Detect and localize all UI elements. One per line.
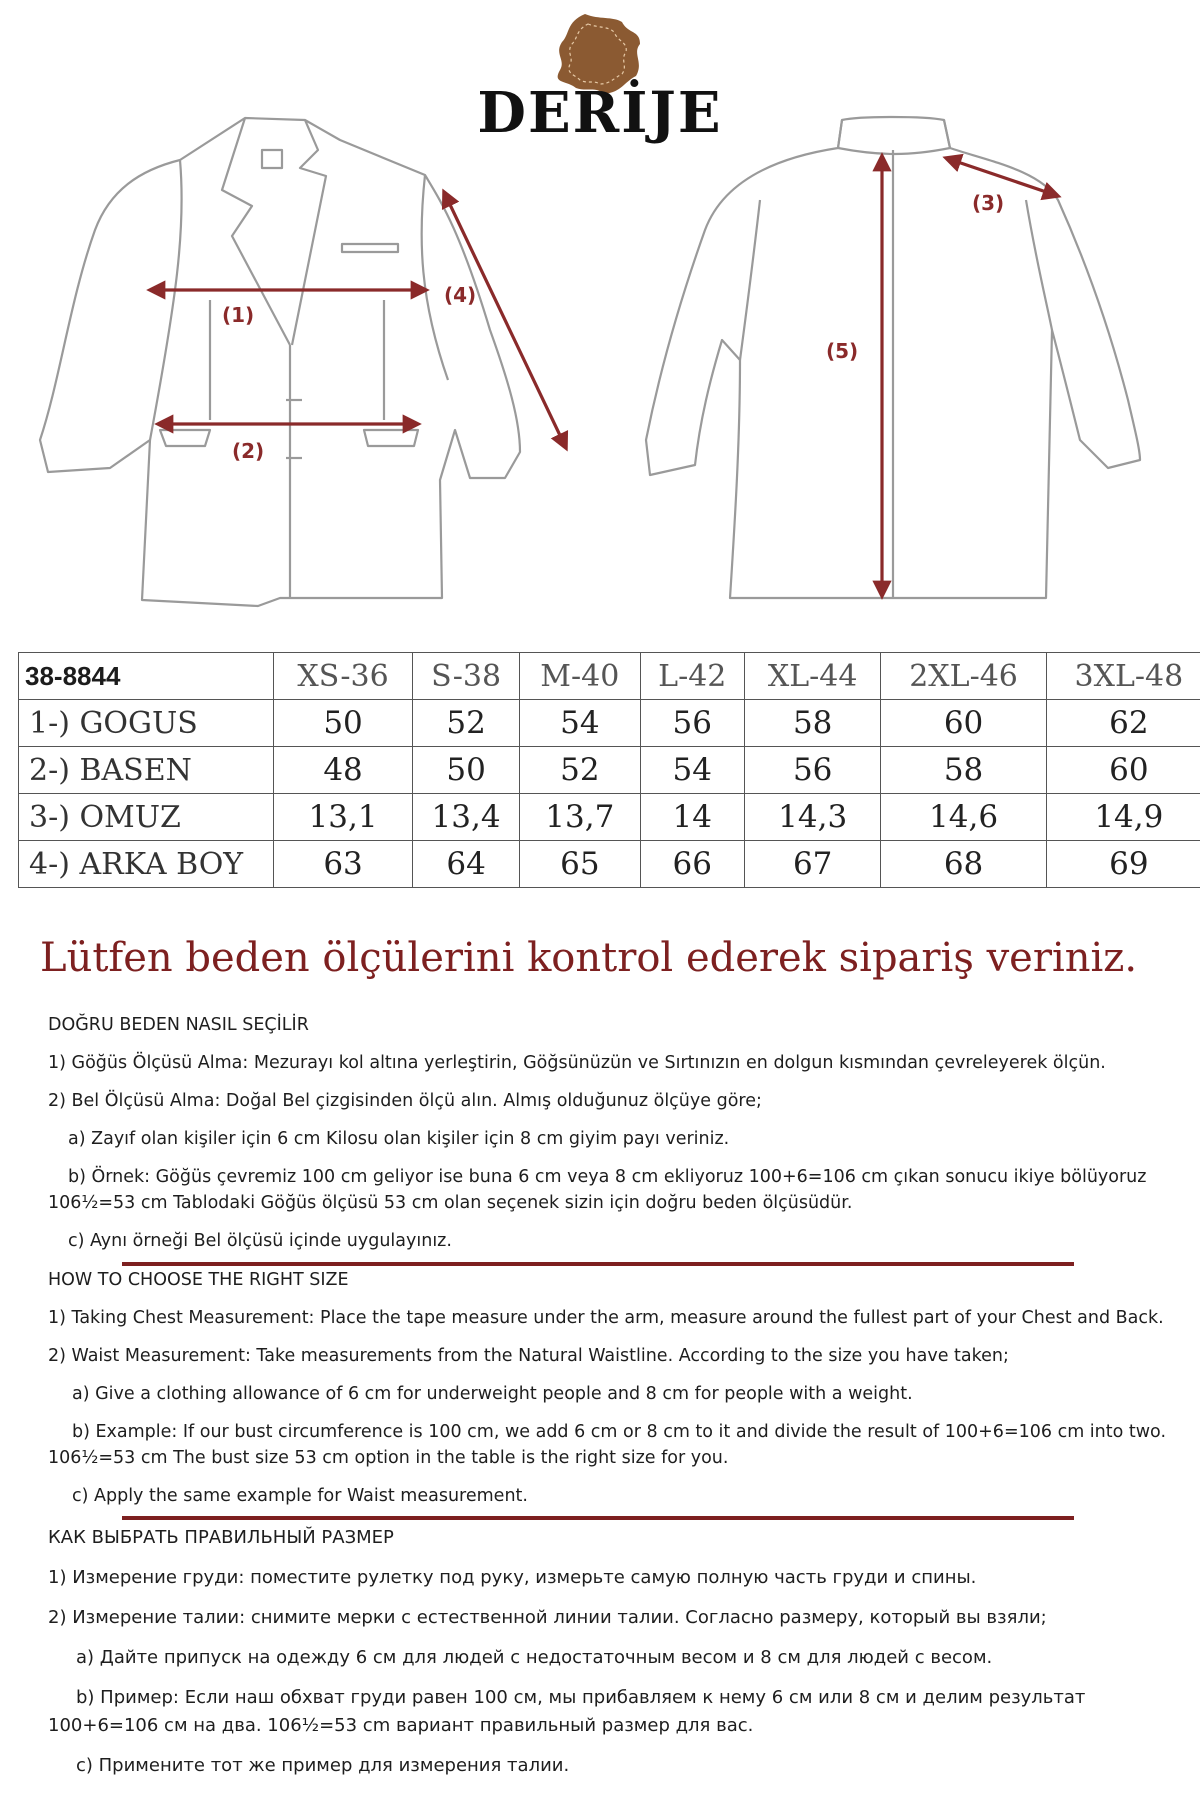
table-row <box>19 794 1200 841</box>
instruction-line: c) Apply the same example for Waist measurement. <box>72 1486 528 1506</box>
instruction-line: a) Give a clothing allowance of 6 cm for underweight people and 8 cm for people with a weight. <box>72 1384 913 1404</box>
table-cell: 56 <box>744 747 881 794</box>
row-label: 4-) ARKA BOY <box>19 841 274 888</box>
table-cell: 54 <box>640 747 744 794</box>
size-table <box>18 652 1200 888</box>
instruction-line: 2) Waist Measurement: Take measurements from the Natural Waistline. According to the size you have taken; <box>48 1346 1009 1366</box>
instruction-line: c) Aynı örneği Bel ölçüsü içinde uygulayınız. <box>68 1231 452 1251</box>
table-row <box>19 747 1200 794</box>
section-ru <box>48 1526 1178 1778</box>
measurement-markers <box>222 191 1004 463</box>
instruction-line: 106½=53 cm Tablodaki Göğüs ölçüsü 53 cm olan seçenek sizin için doğru beden ölçüsüdür. <box>48 1193 853 1213</box>
section-en <box>48 1268 1178 1508</box>
table-cell: 13,1 <box>274 794 413 841</box>
size-header: XS-36 <box>274 653 413 700</box>
product-code: 38-8844 <box>19 653 274 700</box>
table-cell: 65 <box>520 841 641 888</box>
table-cell: 67 <box>744 841 881 888</box>
table-row <box>19 841 1200 888</box>
table-cell: 14,9 <box>1046 794 1200 841</box>
row-label: 2-) BASEN <box>19 747 274 794</box>
table-cell: 52 <box>520 747 641 794</box>
brand-name: DERİJE <box>477 80 723 146</box>
table-cell: 56 <box>640 700 744 747</box>
instruction-line: 1) Измерение груди: поместите рулетку под руку, измерьте самую полную часть груди и спины. <box>48 1567 977 1588</box>
instruction-line: 1) Göğüs Ölçüsü Alma: Mezurayı kol altına yerleştirin, Göğsünüzün ve Sırtınızın en dolgun kısmından çevreleyerek ölçün. <box>48 1053 1106 1073</box>
section-title: DOĞRU BEDEN NASIL SEÇİLİR <box>48 1015 309 1035</box>
table-cell: 66 <box>640 841 744 888</box>
instruction-line: b) Örnek: Göğüs çevremiz 100 cm geliyor ise buna 6 cm veya 8 cm ekliyoruz 100+6=106 cm çıkan sonucu ikiye bölüyoruz <box>68 1167 1147 1187</box>
table-cell: 14,3 <box>744 794 881 841</box>
instruction-line: 1) Taking Chest Measurement: Place the tape measure under the arm, measure around the fullest part of your Chest and Back. <box>48 1308 1164 1328</box>
table-cell: 60 <box>1046 747 1200 794</box>
marker-1: (1) <box>222 303 255 327</box>
table-cell: 14,6 <box>881 794 1046 841</box>
table-cell: 58 <box>744 700 881 747</box>
table-cell: 62 <box>1046 700 1200 747</box>
instruction-line: 106½=53 cm The bust size 53 cm option in the table is the right size for you. <box>48 1448 729 1468</box>
marker-3: (3) <box>972 191 1005 215</box>
marker-5: (5) <box>826 339 859 363</box>
instruction-line: b) Example: If our bust circumference is 100 cm, we add 6 cm or 8 cm to it and divide the result of 100+6=106 cm into two. <box>72 1422 1167 1442</box>
sleeve-arrow <box>444 192 566 448</box>
table-cell: 68 <box>881 841 1046 888</box>
size-header: 2XL-46 <box>881 653 1046 700</box>
table-cell: 50 <box>413 747 520 794</box>
table-cell: 13,7 <box>520 794 641 841</box>
table-cell: 58 <box>881 747 1046 794</box>
jacket-front-outline <box>40 118 520 606</box>
instruction-line: 2) Bel Ölçüsü Alma: Doğal Bel çizgisinden ölçü alın. Almış olduğunuz ölçüye göre; <box>48 1091 762 1111</box>
size-header: L-42 <box>640 653 744 700</box>
size-header: S-38 <box>413 653 520 700</box>
table-cell: 60 <box>881 700 1046 747</box>
table-cell: 50 <box>274 700 413 747</box>
row-label: 3-) OMUZ <box>19 794 274 841</box>
section-divider <box>122 1262 1074 1266</box>
section-title: HOW TO CHOOSE THE RIGHT SIZE <box>48 1270 349 1290</box>
size-header: XL-44 <box>744 653 881 700</box>
notice-heading: Lütfen beden ölçülerini kontrol ederek sipariş veriniz. <box>40 935 1138 981</box>
section-tr <box>48 1013 1178 1253</box>
section-title: КАК ВЫБРАТЬ ПРАВИЛЬНЫЙ РАЗМЕР <box>48 1527 394 1548</box>
table-cell: 48 <box>274 747 413 794</box>
instruction-line: 100+6=106 см на два. 106½=53 cm вариант правильный размер для вас. <box>48 1715 754 1736</box>
table-cell: 54 <box>520 700 641 747</box>
instruction-line: с) Примените тот же пример для измерения талии. <box>76 1755 570 1776</box>
instruction-line: a) Zayıf olan kişiler için 6 cm Kilosu olan kişiler için 8 cm giyim payı veriniz. <box>68 1129 730 1149</box>
measurement-arrows <box>150 156 1058 596</box>
table-cell: 64 <box>413 841 520 888</box>
instruction-line: b) Пример: Если наш обхват груди равен 100 см, мы прибавляем к нему 6 см или 8 см и делим результат <box>76 1687 1086 1708</box>
instruction-line: а) Дайте припуск на одежду 6 см для людей с недостаточным весом и 8 см для людей с весом. <box>76 1647 993 1668</box>
table-cell: 13,4 <box>413 794 520 841</box>
row-label: 1-) GOGUS <box>19 700 274 747</box>
marker-2: (2) <box>232 439 265 463</box>
size-header: 3XL-48 <box>1046 653 1200 700</box>
size-header: M-40 <box>520 653 641 700</box>
marker-4: (4) <box>444 283 477 307</box>
table-cell: 14 <box>640 794 744 841</box>
table-header-row <box>19 653 1200 700</box>
table-cell: 52 <box>413 700 520 747</box>
table-cell: 69 <box>1046 841 1200 888</box>
table-cell: 63 <box>274 841 413 888</box>
jacket-back-outline <box>646 117 1140 598</box>
instruction-line: 2) Измерение талии: снимите мерки с естественной линии талии. Согласно размеру, который вы взяли; <box>48 1607 1047 1628</box>
section-divider <box>122 1516 1074 1520</box>
table-row <box>19 700 1200 747</box>
